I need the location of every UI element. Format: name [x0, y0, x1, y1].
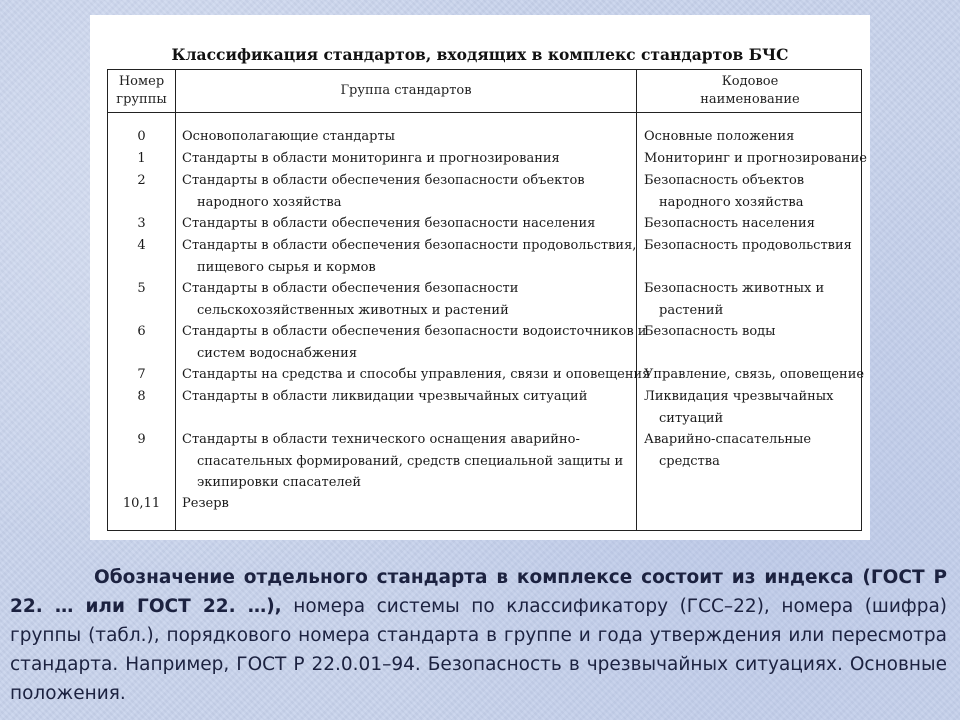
group-number: 2 — [137, 173, 146, 188]
group-name — [182, 170, 632, 213]
header-code-line: Кодовое — [721, 73, 779, 89]
header-code-line: наименование — [700, 92, 800, 107]
header-number — [108, 70, 175, 112]
code-name — [644, 321, 859, 343]
group-name-line: спасательных формирований, средств специальной защиты и — [197, 453, 624, 469]
code-name-line: народного хозяйства — [659, 194, 804, 210]
standards-table — [107, 69, 867, 531]
group-number: 1 — [137, 151, 146, 166]
group-name-line: Стандарты в области обеспечения безопасности объектов — [182, 173, 585, 188]
group-name-line: Стандарты в области мониторинга и прогнозирования — [182, 151, 560, 166]
group-number: 7 — [137, 367, 146, 382]
code-name-line: средства — [659, 453, 720, 469]
code-name — [644, 148, 867, 170]
group-name-line: систем водоснабжения — [197, 345, 358, 361]
group-name-line: сельскохозяйственных животных и растений — [197, 302, 509, 318]
code-name-line: Управление, связь, оповещение — [644, 367, 865, 382]
group-number: 9 — [137, 432, 146, 447]
header-number-line: группы — [116, 92, 167, 107]
group-name-line: Основополагающие стандарты — [182, 129, 396, 144]
column-divider — [175, 70, 176, 530]
group-number: 6 — [137, 324, 146, 339]
group-name — [182, 493, 632, 515]
table-title: Классификация стандартов, входящих в комплекс стандартов БЧС — [171, 45, 789, 64]
code-name-line: растений — [659, 302, 724, 318]
group-name-line: Стандарты в области технического оснащения аварийно- — [182, 432, 580, 447]
group-number: 4 — [137, 238, 146, 253]
header-number-line: Номер — [118, 73, 165, 89]
group-name — [182, 429, 632, 494]
group-name — [182, 321, 647, 364]
column-divider — [636, 70, 637, 530]
group-number: 5 — [137, 281, 146, 296]
group-name — [182, 126, 632, 148]
group-number: 10,11 — [122, 496, 161, 511]
caption-bold: Обозначение отдельного стандарта в комплексе состоит из индекса (ГОСТ Р 22. … или ГОСТ 22. …), — [10, 567, 947, 617]
code-name — [644, 235, 859, 257]
group-number: 8 — [137, 389, 146, 404]
group-name — [182, 364, 651, 386]
code-name-line: Безопасность воды — [644, 324, 776, 339]
group-name-line: Стандарты в области обеспечения безопасности водоисточников и — [182, 324, 647, 339]
code-name-line: Основные положения — [644, 129, 795, 144]
group-name — [182, 386, 632, 408]
group-number: 3 — [137, 216, 146, 231]
group-name — [182, 148, 632, 170]
code-name — [644, 170, 859, 213]
group-name — [182, 235, 637, 278]
caption-text: номера системы по классификатору (ГСС–22), номера (шифра) группы (табл.), порядкового номера стандарта в группе и года утверждения или пересмотра стандарта. Например, ГОСТ Р 22.0.01–94. Безопасность в чрезвычайных ситуациях. Основные положения. — [10, 596, 947, 704]
code-name — [644, 364, 865, 386]
group-name-line: Стандарты на средства и способы управления, связи и оповещения — [182, 367, 651, 382]
group-name-line: пищевого сырья и кормов — [197, 259, 376, 275]
code-name-line: Мониторинг и прогнозирование — [644, 151, 867, 166]
code-name-line: Безопасность населения — [644, 216, 815, 231]
code-name — [644, 278, 859, 321]
group-number: 0 — [137, 129, 146, 144]
code-name-line: Ликвидация чрезвычайных — [644, 389, 834, 404]
header-group: Группа стандартов — [340, 82, 472, 98]
code-name-line: Безопасность животных и — [644, 281, 825, 296]
code-name — [644, 429, 859, 472]
code-name-line: ситуаций — [659, 410, 724, 426]
group-name-line: Стандарты в области ликвидации чрезвычайных ситуаций — [182, 389, 588, 404]
group-name — [182, 278, 632, 321]
header-divider — [108, 112, 861, 113]
group-name-line: народного хозяйства — [197, 194, 342, 210]
group-name-line: экипировки спасателей — [197, 475, 362, 491]
code-name — [644, 386, 859, 429]
caption-paragraph — [10, 563, 947, 708]
code-name — [644, 126, 859, 148]
group-name-line: Резерв — [182, 496, 229, 511]
group-name-line: Стандарты в области обеспечения безопасности — [182, 281, 519, 296]
code-name — [644, 213, 859, 235]
code-name-line: Безопасность продовольствия — [644, 238, 852, 253]
header-code — [637, 70, 863, 112]
group-name — [182, 213, 632, 235]
group-name-line: Стандарты в области обеспечения безопасности населения — [182, 216, 596, 231]
code-name-line: Безопасность объектов — [644, 173, 805, 188]
code-name-line: Аварийно-спасательные — [644, 432, 812, 447]
group-name-line: Стандарты в области обеспечения безопасности продовольствия, — [182, 238, 637, 253]
table-sheet — [90, 15, 870, 540]
